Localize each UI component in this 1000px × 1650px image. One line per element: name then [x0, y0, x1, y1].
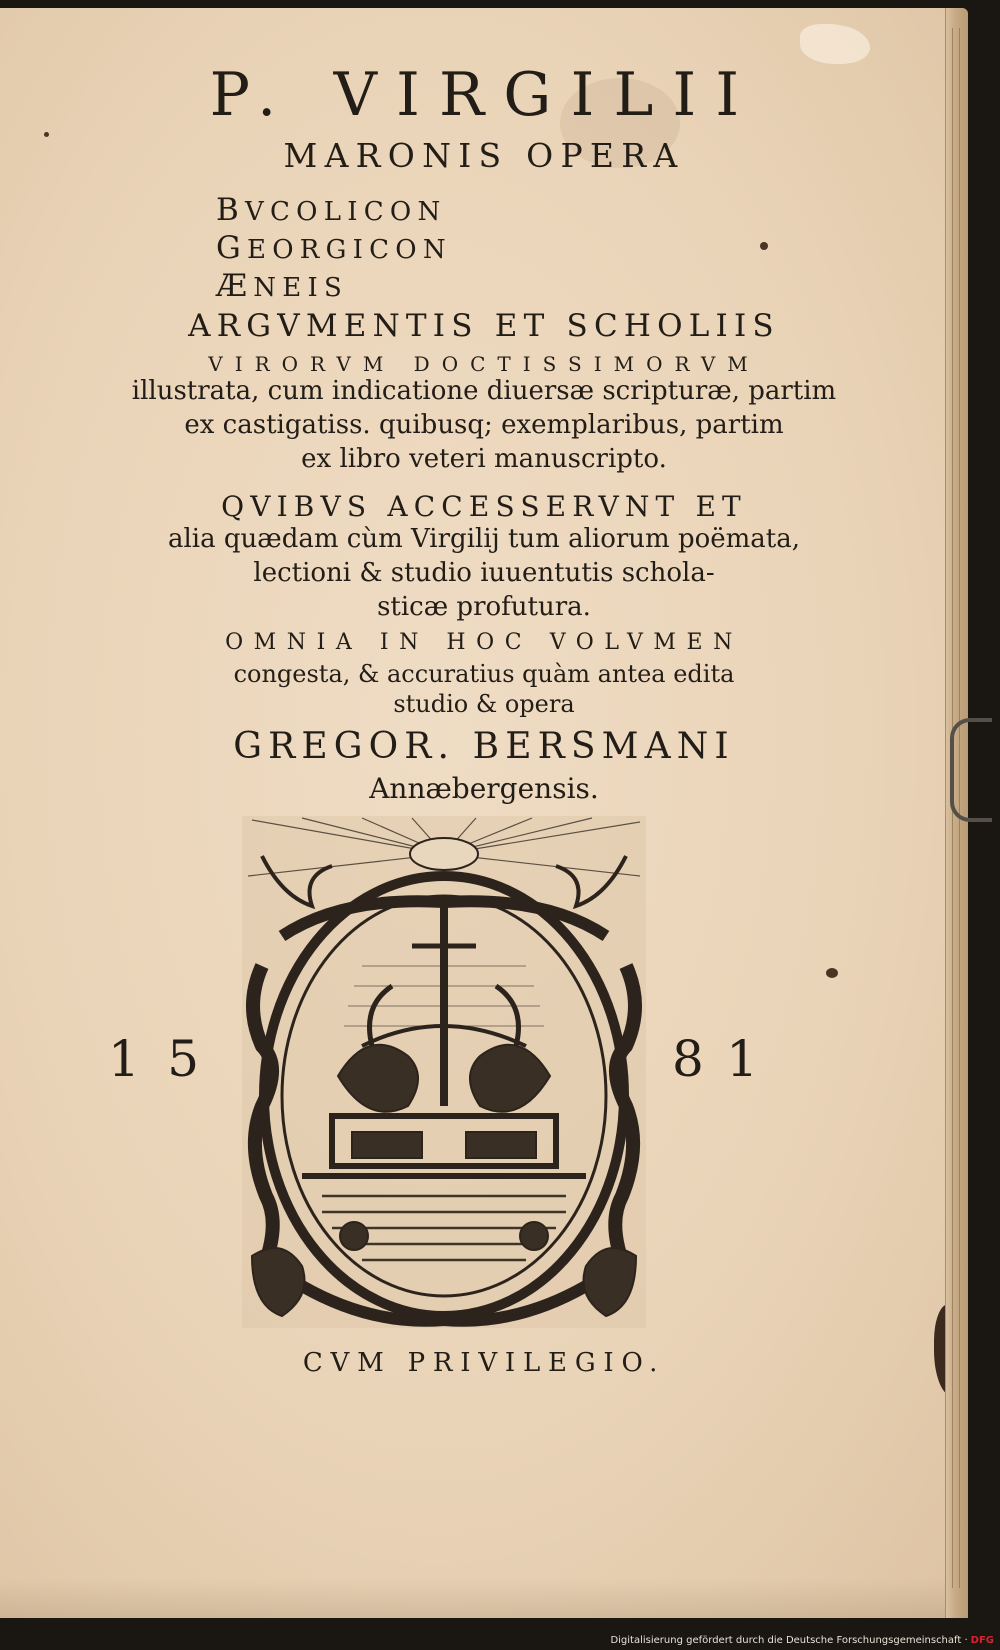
body-line: alia quædam cùm Virgilij tum aliorum poëmata, — [167, 524, 801, 554]
body-line: ex libro veteri manuscripto. — [301, 444, 667, 474]
printers-device-woodcut — [242, 816, 646, 1328]
omnia-line: OMNIA IN HOC VOLVMEN — [225, 630, 743, 655]
virorum-line: VIRORVM DOCTISSIMORVM — [208, 352, 760, 376]
body-line: lectioni & studio iuuentutis schola- — [253, 558, 715, 588]
body-line: illustrata, cum indicatione diuersæ scripturæ, partim — [131, 376, 837, 406]
work-georgicon: GEORGICON — [216, 230, 452, 266]
year-left-digits: 15 — [108, 1030, 227, 1088]
title-page — [0, 8, 968, 1618]
paper-tear — [800, 24, 870, 64]
editor-name: GREGOR. BERSMANI — [233, 726, 735, 767]
ink-speck — [826, 968, 838, 978]
ink-speck — [760, 242, 768, 250]
author-title: P. VIRGILII — [209, 60, 759, 130]
page-shadow — [0, 1578, 968, 1618]
body-line: congesta, & accuratius quàm antea edita — [233, 660, 735, 688]
argumentis-line: ARGVMENTIS ET SCHOLIIS — [188, 308, 780, 344]
year-right-digits: 81 — [672, 1030, 781, 1088]
work-title: MARONIS OPERA — [283, 136, 685, 175]
dfg-logo: DFG — [970, 1635, 994, 1646]
digitization-credit: Digitalisierung gefördert durch die Deutsche Forschungsgemeinschaft · DFG — [610, 1635, 994, 1646]
body-line: ex castigatiss. quibusq; exemplaribus, partim — [184, 410, 784, 440]
body-line: sticæ profutura. — [377, 592, 591, 622]
editor-origin: Annæbergensis. — [369, 772, 599, 805]
privilege-line: CVM PRIVILEGIO. — [302, 1348, 666, 1378]
work-aeneis: ÆNEIS — [216, 268, 349, 304]
quibus-line: QVIBVS ACCESSERVNT ET — [221, 490, 747, 523]
body-line: studio & opera — [393, 690, 575, 718]
book-clasp — [950, 718, 992, 822]
work-bucolicon: BVCOLICON — [216, 192, 447, 228]
